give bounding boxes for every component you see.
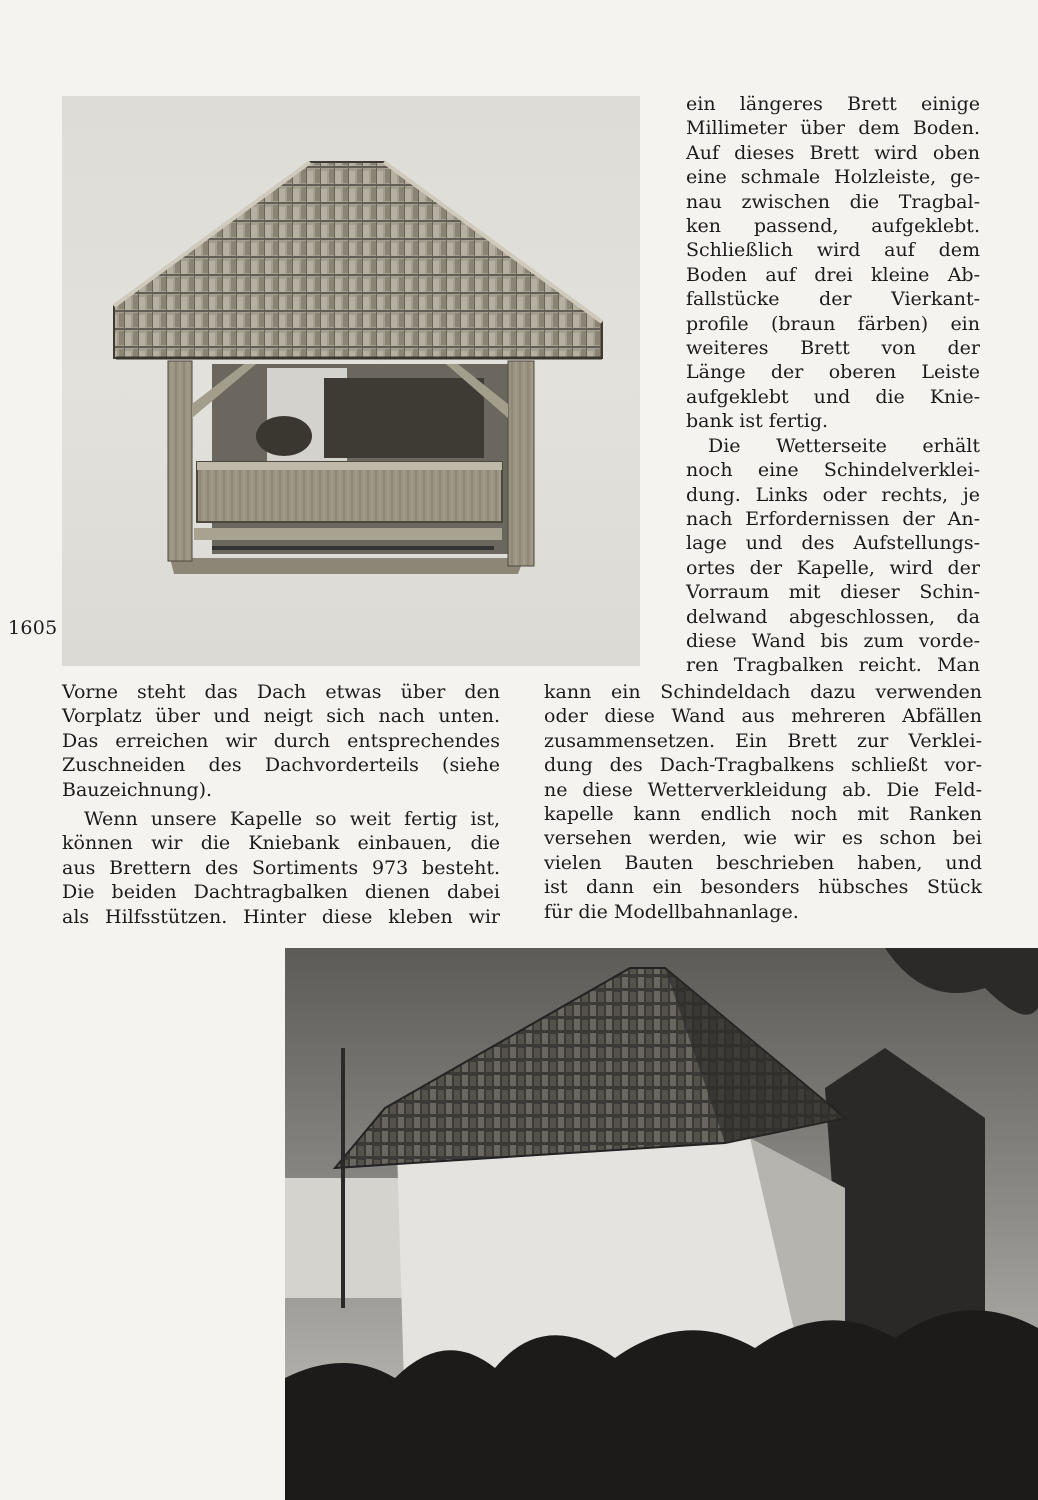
- text-line: Auf dieses Brett wird oben: [686, 141, 980, 164]
- text-line: können wir die Kniebank einbauen, die: [62, 832, 500, 855]
- text-line: Vorne steht das Dach etwas über den: [62, 681, 500, 703]
- text-line: ein längeres Brett einige: [686, 93, 980, 115]
- text-line: Millimeter über dem Boden.: [686, 117, 980, 140]
- text-line: lage und des Aufstellungs-: [686, 532, 980, 555]
- model-chapel-photo: [62, 96, 640, 666]
- text-line: zusammensetzen. Ein Brett zur Verklei-: [544, 729, 982, 752]
- text-line: Vorraum mit dieser Schin-: [686, 581, 980, 604]
- text-line: Zuschneiden des Dachvorderteils (siehe: [62, 754, 500, 777]
- text-line: nach Erfordernissen der An-: [686, 507, 980, 530]
- text-line: kapelle kann endlich noch mit Ranken: [544, 803, 982, 826]
- text-line: Wenn unsere Kapelle so weit fertig ist,: [84, 808, 500, 831]
- text-line: aufgeklebt und die Knie-: [686, 385, 980, 408]
- text-line: dung. Links oder rechts, je: [686, 483, 980, 506]
- page-number: 1605: [8, 617, 58, 639]
- left-column-text: [62, 680, 500, 929]
- text-line: nau zwischen die Tragbal-: [686, 190, 980, 213]
- text-line: Boden auf drei kleine Ab-: [686, 263, 980, 286]
- text-line: ne diese Wetterverkleidung ab. Die Feld-: [544, 778, 982, 801]
- text-line: delwand abgeschlossen, da: [686, 605, 980, 628]
- text-line: vielen Bauten beschrieben haben, und: [544, 851, 982, 874]
- text-line: ist dann ein besonders hübsches Stück: [544, 876, 982, 899]
- text-line: bank ist fertig.: [686, 410, 829, 433]
- text-line: weiteres Brett von der: [686, 337, 980, 360]
- text-line: als Hilfsstützen. Hinter diese kleben wir: [62, 905, 500, 928]
- text-line: versehen werden, wie wir es schon bei: [544, 827, 982, 850]
- text-line: fallstücke der Vierkant-: [686, 288, 980, 311]
- text-line: Das erreichen wir durch entsprechendes: [62, 729, 500, 752]
- text-line: Länge der oberen Leiste: [686, 361, 980, 384]
- text-line: profile (braun färben) ein: [686, 312, 980, 335]
- text-line: Die Wetterseite erhält: [708, 434, 980, 457]
- text-line: aus Brettern des Sortiments 973 besteht.: [62, 856, 500, 879]
- middle-column-text: [544, 680, 982, 924]
- text-line: Schließlich wird auf dem: [686, 239, 980, 262]
- text-line: eine schmale Holzleiste, ge-: [686, 166, 980, 189]
- field-chapel-photo: [285, 948, 1038, 1500]
- text-line: ken passend, aufgeklebt.: [686, 215, 980, 238]
- text-line: noch eine Schindelverklei-: [686, 459, 980, 482]
- text-line: dung des Dach-Tragbalkens schließt vor-: [544, 754, 982, 777]
- text-line: Bauzeichnung).: [62, 778, 213, 801]
- right-column-text: [686, 92, 980, 678]
- text-line: diese Wand bis zum vorde-: [686, 629, 980, 652]
- text-line: Die beiden Dachtragbalken dienen dabei: [62, 881, 500, 904]
- text-line: ortes der Kapelle, wird der: [686, 556, 980, 579]
- text-line: ren Tragbalken reicht. Man: [686, 654, 980, 677]
- text-line: kann ein Schindeldach dazu verwenden: [544, 681, 982, 703]
- text-line: Vorplatz über und neigt sich nach unten.: [62, 705, 500, 728]
- text-line: oder diese Wand aus mehreren Abfällen: [544, 705, 982, 728]
- text-line: für die Modellbahnanlage.: [544, 900, 799, 923]
